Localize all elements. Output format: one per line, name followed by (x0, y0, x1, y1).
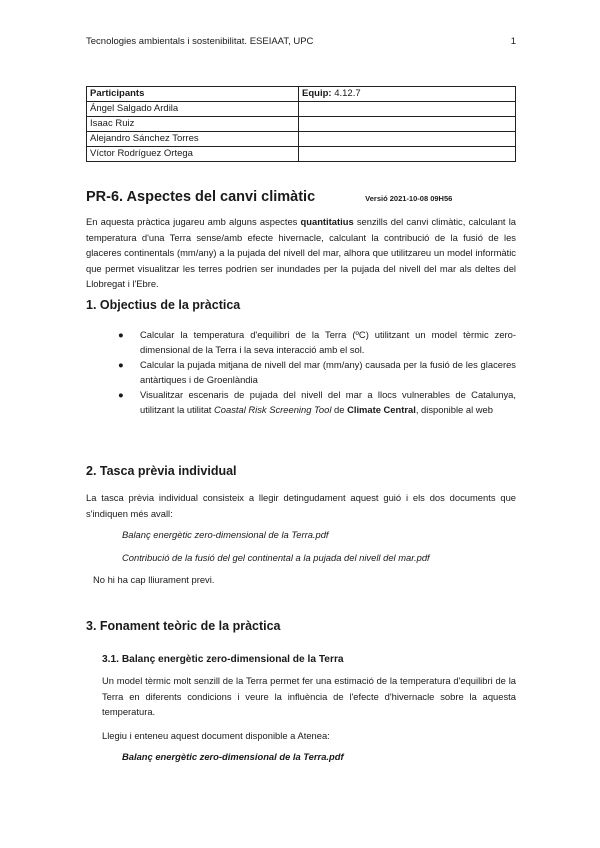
table-row (87, 147, 516, 162)
participant-name: Isaac Ruiz (87, 117, 299, 132)
team-label: Equip: (302, 88, 332, 99)
list-item: ● Calcular la temperatura d'equilibri de la Terra (ºC) utilitzant un model tèrmic zero-dimensional de la Terra i la seva interacció amb el sol. (118, 329, 516, 355)
list-item: ● Visualitzar escenaris de pujada del nivell del mar a llocs vulnerables de Catalunya, utilitzant la utilitat Coastal Risk Screening Tool de Climate Central, disponible al web (118, 389, 516, 415)
title-block (86, 189, 516, 205)
team-value: 4.12.7 (334, 88, 361, 99)
section-heading-prior-task: 2. Tasca prèvia individual (86, 464, 237, 478)
document-reference: Contribució de la fusió del gel continental a la pujada del nivell del mar.pdf (122, 552, 430, 563)
page-number: 1 (510, 36, 516, 47)
document-title: PR-6. Aspectes del canvi climàtic (86, 189, 316, 205)
empty-cell (299, 117, 516, 132)
bullet-icon: ● (118, 359, 124, 370)
empty-cell (299, 147, 516, 162)
version-label: Versió 2021-10-08 09H56 (365, 194, 453, 203)
keyword-bold: quantitatius (300, 216, 354, 227)
table-row (87, 132, 516, 147)
team-cell (299, 87, 516, 102)
theory-paragraph: Un model tèrmic molt senzill de la Terra permet fer una estimació de la temperatura d'equilibri de la Terra en diferents condicions i veure la influència de l'efecte d'hivernacle sobre la aquesta temperatura. (102, 675, 516, 717)
section-heading-theory: 3. Fonament teòric de la pràctica (86, 619, 281, 633)
participants-header: Participants (87, 87, 299, 102)
instruction-text: Llegiu i enteneu aquest document disponible a Atenea: (102, 730, 330, 741)
page-header (86, 36, 516, 47)
prior-task-paragraph: La tasca prèvia individual consisteix a llegir detingudament aquest guió i els dos documents que s'indiquen més avall: (86, 492, 516, 519)
participant-name: Ángel Salgado Ardila (87, 102, 299, 117)
intro-paragraph: En aquesta pràctica jugareu amb alguns aspectes quantitatius senzills del canvi climàtic, calculant la temperatura d'una Terra sense/amb efecte hivernacle, calculant la contribució de la fusió de les glaceres continentals (mm/any) a la pujada del nivell del mar, alhora que utilitzareu un model informàtic que permet visualitzar les terres podrien ser inundades per la pujada del nivell del mar als deltes del Llobregat i l'Ebre. (86, 216, 516, 289)
table-header-row (87, 87, 516, 102)
tool-name: Coastal Risk Screening Tool (214, 404, 332, 415)
list-item: ● Calcular la pujada mitjana de nivell del mar (mm/any) causada per la fusió de les glaceres antàrtiques i de Groenlàndia (118, 359, 516, 385)
objectives-list (118, 327, 516, 417)
course-name: Tecnologies ambientals i sostenibilitat. ESEIAAT, UPC (86, 36, 314, 47)
section-heading-objectives: 1. Objectius de la pràctica (86, 298, 241, 312)
document-reference: Balanç energètic zero-dimensional de la Terra.pdf (122, 529, 329, 540)
table-row (87, 102, 516, 117)
bullet-icon: ● (118, 329, 124, 340)
bullet-icon: ● (118, 389, 124, 400)
participant-name: Alejandro Sánchez Torres (87, 132, 299, 147)
empty-cell (299, 132, 516, 147)
no-delivery-note: No hi ha cap lliurament previ. (93, 574, 215, 585)
document-reference: Balanç energètic zero-dimensional de la Terra.pdf (122, 751, 344, 762)
participant-name: Víctor Rodríguez Ortega (87, 147, 299, 162)
participants-table (86, 86, 516, 162)
table-row (87, 117, 516, 132)
org-name: Climate Central (347, 404, 416, 415)
subsection-heading: 3.1. Balanç energètic zero-dimensional de la Terra (102, 654, 344, 665)
empty-cell (299, 102, 516, 117)
